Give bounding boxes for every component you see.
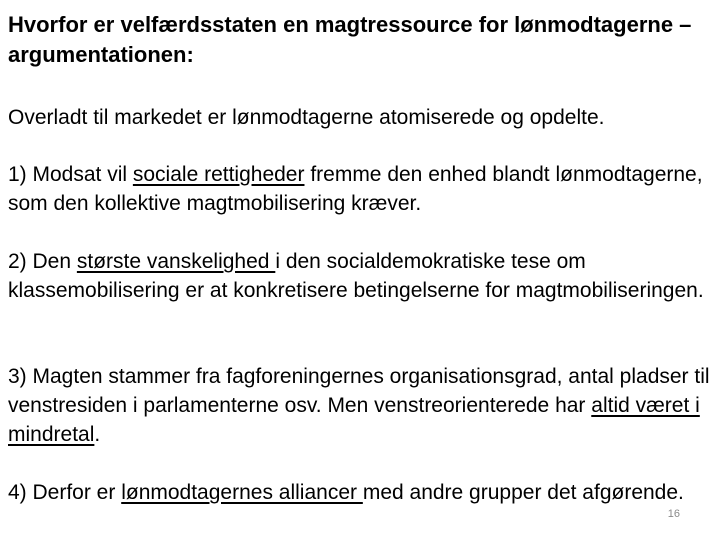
intro-paragraph: Overladt til markedet er lønmodtagerne atomiserede og opdelte.: [8, 106, 605, 129]
point-1-text-before: 1) Modsat vil: [8, 163, 133, 186]
point-4: [8, 478, 713, 507]
point-4-text-before: 4) Derfor er: [8, 481, 122, 504]
point-2-text-after: i den socialdemokratiske tese om klassemobilisering er at konkretisere betingelserne for magtmobiliseringen.: [8, 250, 704, 302]
point-4-underlined: lønmodtagernes alliancer: [121, 481, 363, 504]
point-1-underlined: sociale rettigheder: [132, 163, 305, 186]
page-number: 16: [667, 508, 680, 520]
slide-title: Hvorfor er velfærdsstaten en magtressource for lønmodtagerne – argumentationen:: [8, 12, 692, 67]
point-2-underlined: største vanskelighed: [76, 250, 276, 273]
point-3-underlined: altid været i mindretal: [8, 394, 700, 446]
point-3-text-before: 3) Magten stammer fra fagforeningernes organisationsgrad, antal pladser til venstresiden i parlamenterne osv. Men venstreorienterede har: [8, 365, 710, 417]
point-1-text-after: fremme den enhed blandt lønmodtagerne, som den kollektive magtmobilisering kræver.: [8, 163, 703, 215]
point-1: [8, 160, 713, 218]
point-2-text-before: 2) Den: [8, 250, 77, 273]
point-3-text-after: .: [94, 423, 101, 446]
point-3: [8, 362, 713, 449]
point-2: [8, 247, 713, 305]
point-4-text-after: med andre grupper det afgørende.: [362, 481, 684, 504]
